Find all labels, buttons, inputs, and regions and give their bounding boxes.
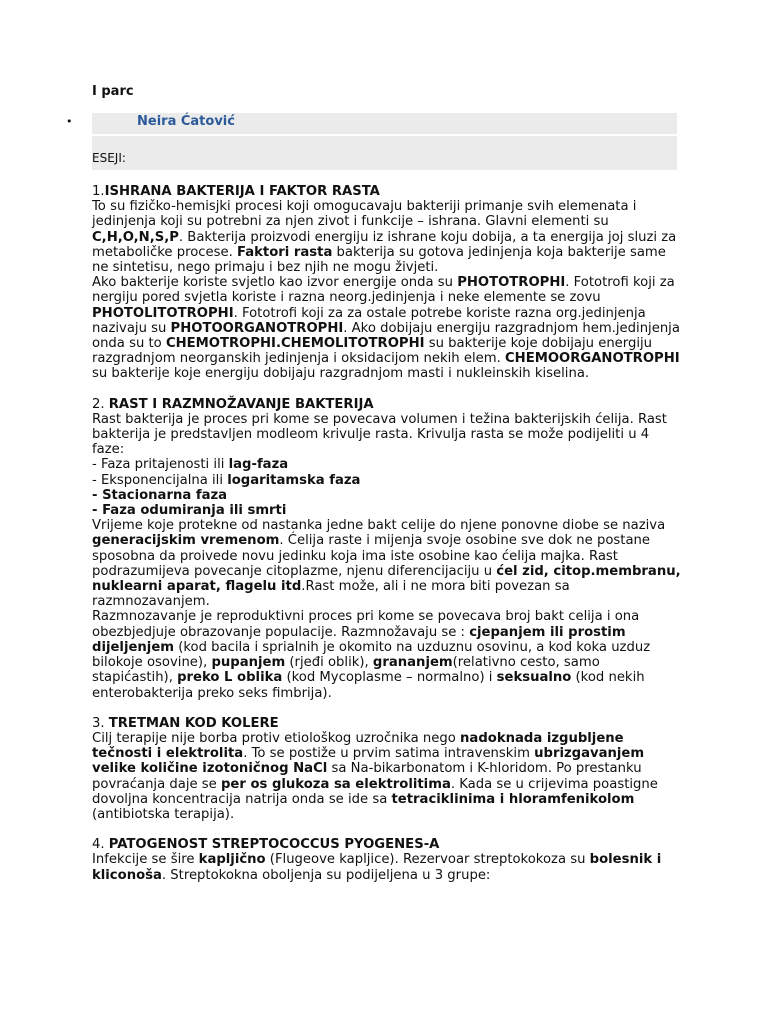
section-3-para-1: Cilj terapije nije borba protiv etiološkog uzročnika nego nadoknada izgubljene tečnosti i elektrolita. To se postiže u prvim satima intravenskim ubrizgavanjem velike količine izotoničnog NaCl sa Na-bikarbonatom i K-hloridom. Po prestanku povraćanja daje se per os glukoza sa elektrolitima. Kada se u crijevima poastigne dovoljna koncentracija natrija onda se ide sa tetraciklinima i hloramfenikolom (antibiotska terapija). — [92, 730, 658, 822]
section-4-title: 4. PATOGENOST STREPTOCOCCUS PYOGENES-A — [92, 837, 440, 853]
section-row — [92, 136, 677, 170]
section-1-para-2: Ako bakterije koriste svjetlo kao izvor energije onda su PHOTOTROPHI. Fototrofi koji za nergiju pored svjetla koriste i razna neorg.jedinjenja i neke elemente se zovu PHOTOLITOTROPHI. Fototrofi koji za za ostale potrebe koriste razna org.jedinjenja nazivaju su PHOTOORGANOTROPHI. Ako dobijaju energiju razgradnjom hem.jedinjenja onda su to CHEMOTROPHI.CHEMOLITOTROPHI su bakterije koje dobijaju energiju razgradnjom neorganskih jedinjenja i oksidacijom nekih elem. CHEMOORGANOTROPHI su bakterije koje energiju dobijaju razgradnjom masti i nukleinskih kiselina. — [92, 275, 680, 382]
section-4-para-1: Infekcije se šire kapljično (Flugeove kapljice). Rezervoar streptokokoza su bolesnik i kliconoša. Streptokokna oboljenja su podijeljena u 3 grupe: — [92, 852, 662, 883]
section-1-para-1: To su fizičko-hemisjki procesi koji omogucavaju bakteriji primanje svih elemenata i jedinjenja koji su potrebni za njen zivot i funkcije – ishrana. Glavni elementi su C,H,O,N,S,P. Bakterija proizvodi energiju iz ishrane koju dobija, a ta energija joj sluzi za metaboličke procese. Faktori rasta bakterija su gotova jedinjenja koja bakterije same ne sintetisu, nego primaju i bez njih ne mogu živjeti. — [92, 199, 677, 276]
phase-4: - Faza odumiranja ili smrti — [92, 503, 287, 519]
author-link[interactable]: Neira Ćatović — [137, 114, 235, 129]
phase-3: - Stacionarna faza — [92, 487, 228, 503]
section-1-title: 1.ISHRANA BAKTERIJA I FAKTOR RASTA — [92, 184, 380, 199]
phase-2: - Eksponencijalna ili logaritamska faza — [92, 472, 361, 488]
section-label: ESEJI: — [92, 151, 126, 165]
doc-heading: I parc — [92, 84, 134, 99]
section-2-para-1: Rast bakterija je proces pri kome se povecava volumen i težina bakterijskih ćelija. Rast bakterija je predstavljen modleom krivulje rasta. Krivulja rasta se može podijeliti u 4 faze: — [92, 411, 667, 458]
essay-body — [92, 184, 682, 883]
section-2-para-3: Razmnozavanje je reproduktivni proces pri kome se povecava broj bakt celija i ona obezbjedjuje obrazovanje populacije. Razmnožavaju se : cjepanjem ili prostim dijeljenjem (kod bacila i sprialnih je okomito na uzduznu osovinu, a kod koka uzduz bilokoje osovine), pupanjem (rjeđi oblik), grananjem(relativno cesto, samo stapićastih), preko L oblika (kod Mycoplasme – normalno) i seksualno (kod nekih enterobakterija preko seks fimbrija). — [92, 609, 651, 701]
section-2-para-2: Vrijeme koje protekne od nastanka jedne bakt celije do njene ponovne diobe se naziva generacijskim vremenom. Ćelija raste i mijenja svoje osobine sve dok ne postane sposobna da proivede novu jedinku koja ima iste osobine kao ćelija majka. Rast podrazumijeva povecanje citoplazme, njenu diferencijaciju u ćel zid, citop.membranu, nuklearni aparat, flagelu itd.Rast može, ali i ne mora biti povezan sa razmnozavanjem. — [92, 518, 681, 610]
phase-1: - Faza pritajenosti ili lag-faza — [92, 457, 289, 473]
bullet-icon: • — [66, 115, 73, 128]
section-2-title: 2. RAST I RAZMNOŽAVANJE BAKTERIJA — [92, 396, 374, 412]
section-3-title: 3. TRETMAN KOD KOLERE — [92, 715, 279, 731]
